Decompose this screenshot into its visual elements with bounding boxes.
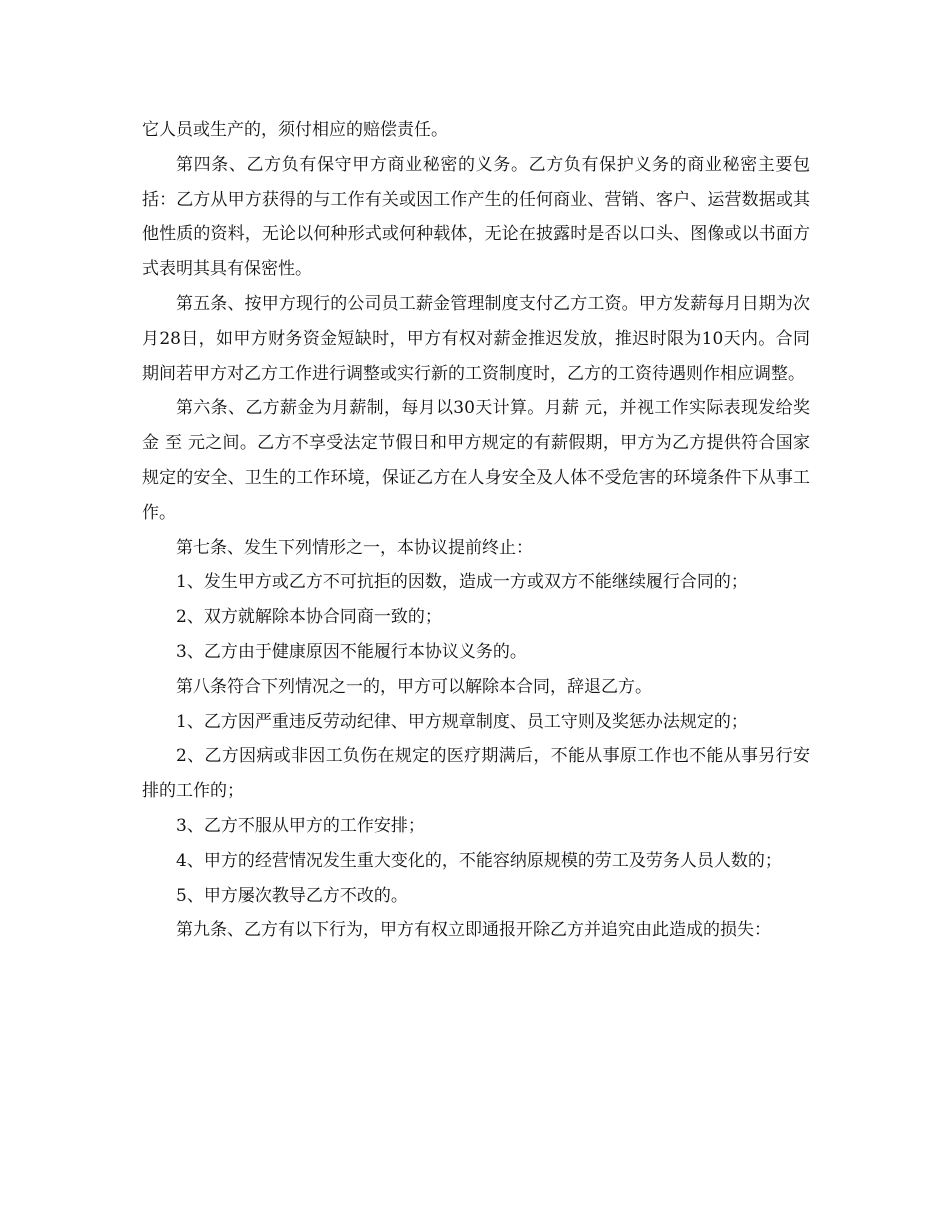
paragraph-article-7: 第七条、发生下列情形之一，本协议提前终止： <box>176 537 533 558</box>
paragraph-article-8: 第八条符合下列情况之一的，甲方可以解除本合同，辞退乙方。 <box>176 676 652 697</box>
list-item-article-7-2: 2、双方就解除本协合同商一致的； <box>176 607 442 628</box>
list-item-article-7-3: 3、乙方由于健康原因不能履行本协议义务的。 <box>176 641 527 662</box>
paragraph-article-9: 第九条、乙方有以下行为，甲方有权立即通报开除乙方并追究由此造成的损失： <box>176 920 771 941</box>
list-item-article-8-2: 2、乙方因病或非因工负伤在规定的医疗期满后，不能从事原工作也不能从事另行安排的工作的； <box>142 746 810 802</box>
list-item-article-8-3: 3、乙方不服从甲方的工作安排； <box>176 815 425 836</box>
list-item-article-8-5: 5、甲方屡次教导乙方不改的。 <box>176 885 408 906</box>
paragraph-article-6: 第六条、乙方薪金为月薪制，每月以30天计算。月薪 元，并视工作实际表现发给奖金 至 元之间。乙方不享受法定节假日和甲方规定的有薪假期，甲方为乙方提供符合国家规定的安全、卫生的工作环境，保证乙方在人身安全及人体不受危害的环境条件下从事工作。 <box>142 398 810 523</box>
list-item-article-7-1: 1、发生甲方或乙方不可抗拒的因数，造成一方或双方不能继续履行合同的； <box>176 572 748 593</box>
paragraph-continuation: 它人员或生产的，须付相应的赔偿责任。 <box>142 120 448 140</box>
paragraph-article-4: 第四条、乙方负有保守甲方商业秘密的义务。乙方负有保护义务的商业秘密主要包括：乙方从甲方获得的与工作有关或因工作产生的任何商业、营销、客户、运营数据或其他性质的资料，无论以何种形式或何种载体，无论在披露时是否以口头、图像或以书面方式表明其具有保密性。 <box>142 154 810 280</box>
list-item-article-8-1: 1、乙方因严重违反劳动纪律、甲方规章制度、员工守则及奖惩办法规定的； <box>176 711 748 732</box>
paragraph-article-5: 第五条、按甲方现行的公司员工薪金管理制度支付乙方工资。甲方发薪每月日期为次月28日，如甲方财务资金短缺时，甲方有权对薪金推迟发放，推迟时限为10天内。合同期间若甲方对乙方工作进行调整或实行新的工资制度时，乙方的工资待遇则作相应调整。 <box>142 293 810 384</box>
document-page <box>142 113 810 948</box>
list-item-article-8-4: 4、甲方的经营情况发生重大变化的，不能容纳原规模的劳工及劳务人员人数的； <box>176 850 782 871</box>
